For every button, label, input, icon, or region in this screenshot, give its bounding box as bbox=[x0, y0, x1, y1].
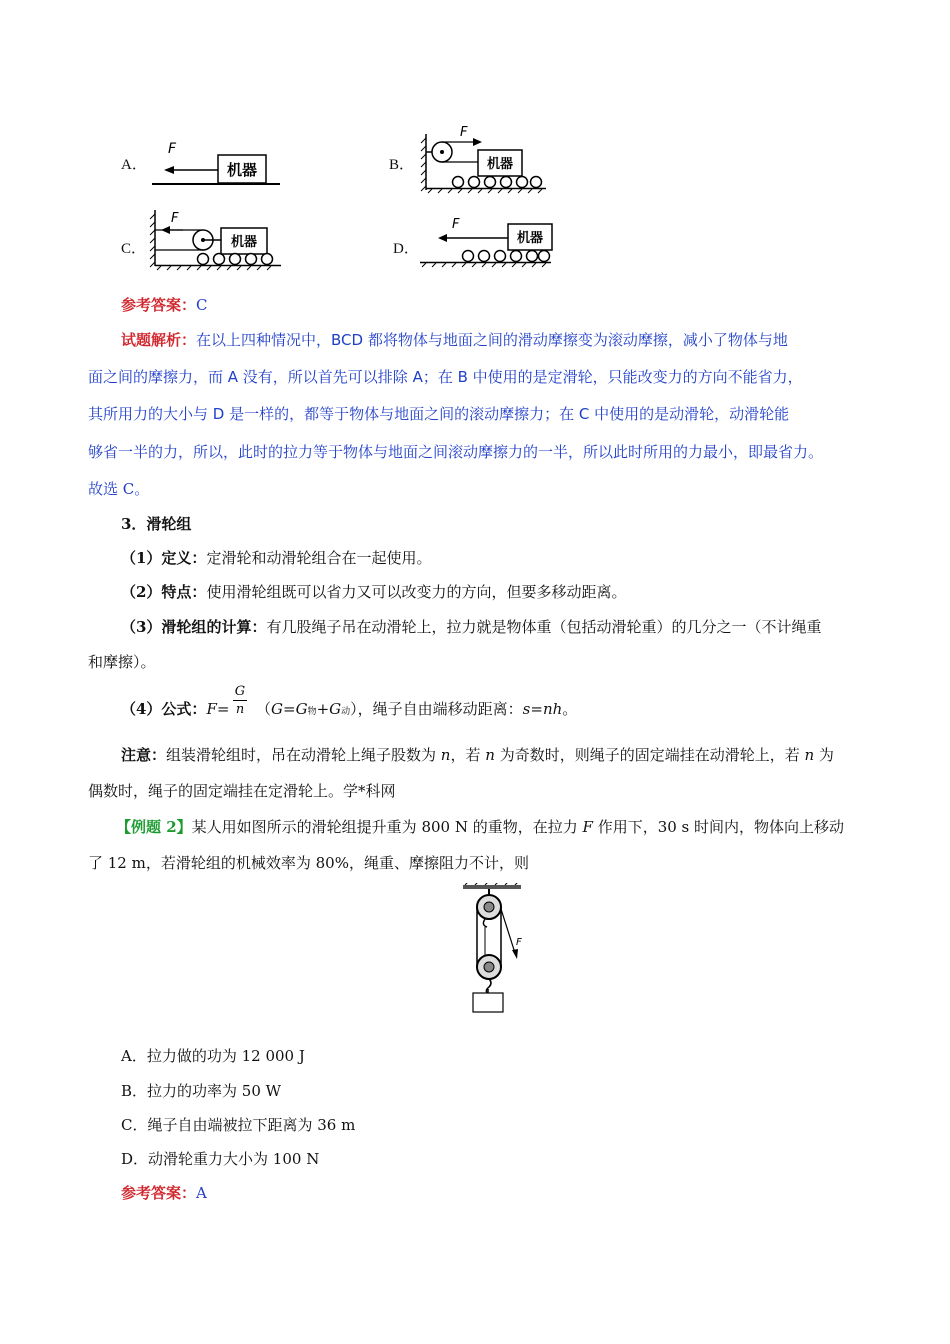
diagram-b bbox=[418, 124, 550, 194]
machine-label: 机器 bbox=[226, 161, 258, 179]
formula-fraction bbox=[233, 684, 247, 717]
force-label: F bbox=[460, 125, 468, 140]
option-c-label: C． bbox=[121, 241, 147, 257]
note-line-2: 偶数时，绳子的固定端挂在定滑轮上。学*科网 bbox=[88, 782, 396, 800]
formula: （4）公式：F= bbox=[121, 700, 230, 718]
section-title: 3．滑轮组 bbox=[121, 515, 192, 533]
machine-label: 机器 bbox=[486, 157, 514, 172]
feature: （2）特点：使用滑轮组既可以省力又可以改变力的方向，但要多移动距离。 bbox=[121, 583, 627, 601]
definition: （1）定义：定滑轮和动滑轮组合在一起使用。 bbox=[121, 549, 432, 567]
analysis-line-4: 够省一半的力，所以，此时的拉力等于物体与地面之间滚动摩擦力的一半，所以此时所用的力最小，即最省力。 bbox=[88, 443, 824, 461]
answer-value: A bbox=[196, 1184, 207, 1202]
analysis-line-5: 故选 C。 bbox=[88, 480, 150, 498]
option-a: A．拉力做的功为 12 000 J bbox=[121, 1047, 305, 1065]
machine-label: 机器 bbox=[516, 231, 544, 246]
option-b: B．拉力的功率为 50 W bbox=[121, 1082, 282, 1100]
force-label: F bbox=[168, 141, 177, 157]
analysis-line-1: 试题解析：在以上四种情况中，BCD 都将物体与地面之间的滑动摩擦变为滚动摩擦，减小了物体与地 bbox=[121, 331, 788, 349]
example-2-line-2: 了 12 m，若滑轮组的机械效率为 80%，绳重、摩擦阻力不计，则 bbox=[88, 854, 529, 872]
fraction-bar bbox=[233, 700, 247, 701]
calculation-line-2: 和摩擦）。 bbox=[88, 653, 156, 671]
option-a-label: A． bbox=[121, 157, 147, 173]
calculation-line-1: （3）滑轮组的计算：有几股绳子吊在动滑轮上，拉力就是物体重（包括动滑轮重）的几分之一（不计绳重 bbox=[121, 618, 822, 636]
answer-2 bbox=[121, 1183, 207, 1203]
answer-value: C bbox=[196, 296, 208, 314]
formula-rest: （G=G物+G动），绳子自由端移动距离：s=nh。 bbox=[256, 700, 578, 718]
analysis-label: 试题解析： bbox=[121, 331, 197, 349]
option-b-label: B． bbox=[389, 157, 415, 173]
option-d: D．动滑轮重力大小为 100 N bbox=[121, 1150, 320, 1168]
fraction-numerator: G bbox=[234, 684, 246, 699]
analysis-line-2: 面之间的摩擦力，而 A 没有，所以首先可以排除 A；在 B 中使用的是定滑轮，只能改变力的方向不能省力， bbox=[88, 368, 803, 386]
analysis-line-3: 其所用力的大小与 D 是一样的，都等于物体与地面之间的滚动摩擦力；在 C 中使用的是动滑轮，动滑轮能 bbox=[88, 405, 790, 423]
diagram-a bbox=[148, 138, 283, 190]
option-d-label: D． bbox=[393, 241, 419, 257]
answer-1 bbox=[121, 295, 208, 315]
diagram-d bbox=[418, 214, 553, 270]
option-c: C．绳子自由端被拉下距离为 36 m bbox=[121, 1116, 356, 1134]
fraction-denominator: n bbox=[235, 702, 245, 717]
force-label: F bbox=[171, 211, 179, 226]
answer-label: 参考答案： bbox=[121, 296, 197, 314]
force-label: F bbox=[452, 217, 460, 232]
figure-force-label: F bbox=[516, 937, 522, 948]
pulley-system-figure bbox=[455, 883, 535, 1015]
note-line-1: 注意：组装滑轮组时，吊在动滑轮上绳子股数为 n，若 n 为奇数时，则绳子的固定端挂在动滑轮上，若 n 为 bbox=[121, 746, 834, 764]
machine-label: 机器 bbox=[230, 235, 258, 250]
answer-label: 参考答案： bbox=[121, 1184, 197, 1202]
diagram-c bbox=[145, 208, 285, 272]
example-2-line-1: 【例题 2】某人用如图所示的滑轮组提升重为 800 N 的重物，在拉力 F 作用下，30 s 时间内，物体向上移动 bbox=[116, 818, 845, 836]
